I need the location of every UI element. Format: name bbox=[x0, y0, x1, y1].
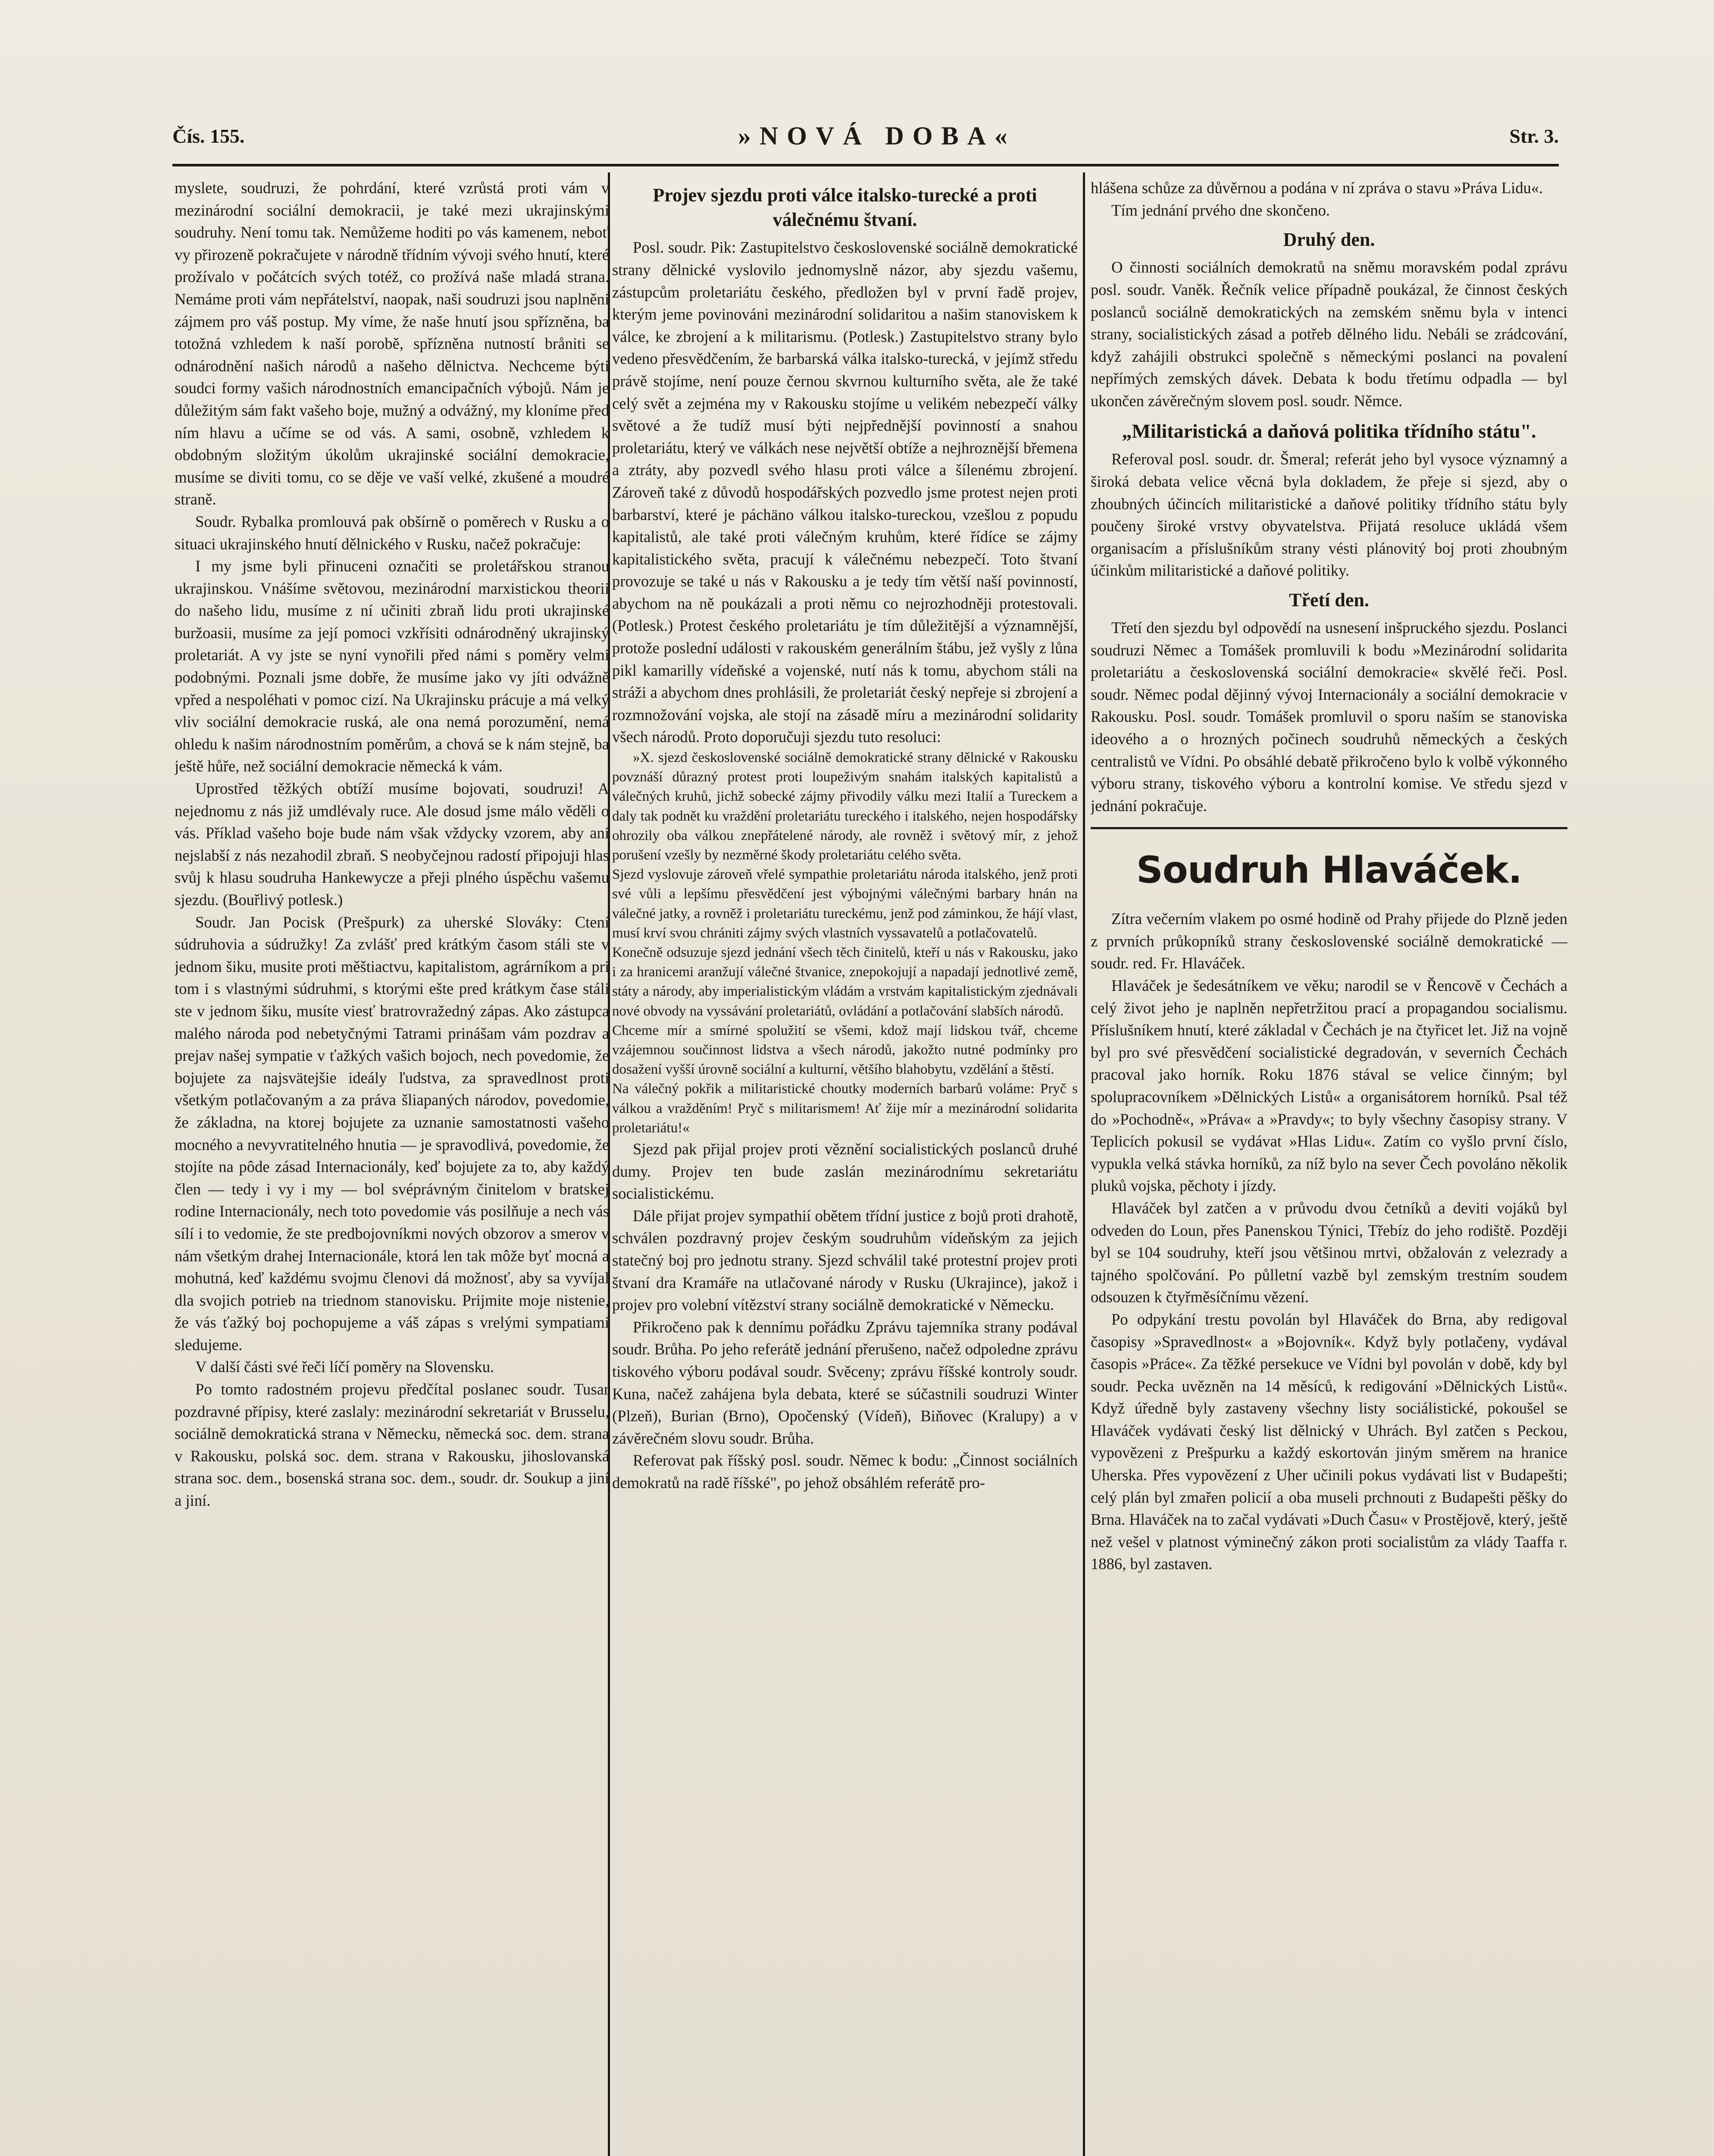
paragraph: Po odpykání trestu povolán byl Hlaváček do Brna, aby redigoval časopisy »Spravedlnost« a »Bojovník«. Když byly potlačeny, vydával časopis »Práce«. Za těžké persekuce ve Vídni byl povolán v době, kdy byl soudr. Pecka uvězněn na 14 měsíců, k redigování »Dělnických Listů«. Když úředně byly zastaveny všechny listy sociálistické, pokoušel se Hlaváček vydávati český list dělnický v Uhrách. Byl zatčen s Peckou, vypovězeni z Prešpurku a každý eskortován jiným směrem na hranice Uherska. Přes vypovězení z Uher učinili pokus vydávati list v Budapešti; celý plán byl zmařen policií a oba museli prchnouti z Budapešti pěšky do Brna. Hlaváček na to začal vydávati »Duch Času« v Prostějově, který, ještě než vešel v platnost výminečný zákon proti socialistům za vlády Taaffa r. 1886, byl zastaven. bbox=[1091, 1310, 1567, 1573]
issue-number: Čís. 155. bbox=[172, 125, 245, 147]
paragraph: Dále přijat projev sympathií obětem třídní justice z bojů proti drahotě, schválen pozdravný projev českým soudruhům vídeňským za jejich statečný boj pro jednotu strany. Sjezd schválil také protestní projev proti štvaní dra Kramáře na utlačované národy v Rusku (Ukrajince), jakož i projev pro volební vítězství strany sociálně demokratické v Německu. bbox=[612, 1206, 1078, 1314]
paragraph: V další části své řeči líčí poměry na Slovensku. bbox=[195, 1358, 494, 1376]
article-heading: Soudruh Hlaváček. bbox=[1136, 849, 1522, 892]
column-1 bbox=[175, 177, 609, 2156]
paragraph: myslete, soudruzi, že pohrdání, které vzrůstá proti vám v mezinárodní sociální demokracii, je také mezi ukrajinskými soudruhy. Není tomu tak. Nemůžeme hoditi po vás kamenem, neboť vy přirozeně pokračujete v národně třídním vývoji svého hnutí, které prožívalo v počátcích svých totéž, co prožívá naše mladá strana. Nemáme proti vám nepřátelství, naopak, naši soudruzi jsou naplněni zájmem pro váš postup. My víme, že naše hnutí jsou spřízněna, ba totožná vzhledem k naší porobě, spřízněna nutností bråniti se odnárodnění našich národů a našeho dělnictva. Nechceme býti soudci formy vašich národnostních emancipačních výbojů. Nám je důležitým sám fakt vašeho boje, mužný a odvážný, my kloníme před ním hlavu a učíme se od vás. A sami, osobně, vzhledem k obdobným složitým úkolům ukrajinské sociální demokracie, musíme se diviti tomu, co se děje ve vaší velké, zkušené a moudré straně. bbox=[175, 179, 609, 508]
paragraph: hlášena schůze za důvěrnou a podána v ní zpráva o stavu »Práva Lidu«. bbox=[1091, 179, 1543, 197]
paragraph: Sjezd pak přijal projev proti věznění socialistických poslanců druhé dumy. Projev ten bude zaslán mezinárodnímu sekretariátu socialistickému. bbox=[612, 1140, 1078, 1203]
section-divider bbox=[1091, 827, 1567, 829]
paragraph: Hlaváček byl zatčen a v průvodu dvou četníků a deviti vojáků byl odveden do Loun, přes Panenskou Týnici, Třebíz do jeho rodiště. Později byl se 104 soudruhy, kteří jsou většinou mrtvi, obžalován z velezrady a tajného spolčování. Po půlletní vazbě byl zemským trestním soudem odsouzen k čtyřměsíčnímu vězení. bbox=[1091, 1199, 1567, 1306]
paragraph: Referovat pak říšský posl. soudr. Němec k bodu: „Činnost sociálních demokratů na radě říšské", po jehož obsáhlém referátě pro- bbox=[612, 1451, 1078, 1492]
masthead bbox=[172, 108, 1559, 166]
paragraph: O činnosti sociálních demokratů na sněmu moravském podal zprávu posl. soudr. Vaněk. Řečník velice případně poukázal, že činnost českých poslanců sociálně demokratických na zemském sněmu byla v intenci strany, socialistických zásad a potřeb dělného lidu. Nebáli se zrádcování, když zahájili obstrukci společně s německými poslanci na povalení nepřímých zemských dávek. Debata k bodu třetímu odpadla — byl ukončen závěrečným slovem posl. soudr. Němce. bbox=[1091, 258, 1567, 410]
paragraph: Hlaváček je šedesátníkem ve věku; narodil se v Řencově v Čechách a celý život jeho je naplněn nepřetržitou prací a propagandou socialismu. Příslušníkem hnutí, které základal v Čechách je na čtyřicet let. Již na vojně byl pro své přesvědčení socialistické degradován, v severních Čechách pracoval jako horník. Roku 1876 stával se velice činným; byl spolupracovníkem »Dělnických Listů« a organisátorem horníků. Psal též do »Pochodně«, »Práva« a »Pravdy«; to byly všechny časopisy strany. V Teplicích pokusil se vydávat »Hlas Lidu«. Zatím co vyšlo první číslo, vypukla velká stávka horníků, za níž bylo na sever Čech povoláno několik pluků vojska, pěchoty i jízdy. bbox=[1091, 977, 1567, 1195]
section-heading: „Militaristická a daňová politika třídního státu". bbox=[1122, 420, 1536, 442]
paragraph: Po tomto radostném projevu předčítal poslanec soudr. Tusar pozdravné přípisy, které zaslaly: mezinárodní sekretariát v Brusselu, sociálně demokratická strana v Německu, německá soc. dem. strana v Rakousku, polská soc. dem. strana v Rakousku, jihoslovanská strana soc. dem., bosenská strana soc. dem., soudr. dr. Soukup a jiní a jiní. bbox=[175, 1380, 609, 1510]
resolution-text: »X. sjezd československé sociálně demokratické strany dělnické v Rakousku povznáší důrazný protest proti loupeživým snahám italských kapitalistů a válečných kruhů, jichž sobecké zájmy přivodily válku mezi Italií a Tureckem a daly tak podnět ku vraždění proletariátu tureckého i italského, nejen hospodářsky ohrozily oba válkou znepřátelené národy, ale rovněž i světový mír, z jehož porušení vzešly by nezměrné škody proletariátu celého světa. Sjezd vyslovuje zároveň vřelé sympathie proletariátu národa italského, jenž proti své vůli a lepšímu přesvědčení jest výbojnými válečnými barbary hnán na válečné jatky, a rovněž i proletariátu tureckému, jenž pod záminkou, že hájí vlast, musí krví svou chrániti zájmy svých vlastních vyssavatelů a potlačovatelů. Konečně odsuzuje sjezd jednání všech těch činitelů, kteří u nás v Rakousku, jako i za hranicemi aranžují válečné štvanice, znepokojují a napadají jednotlivé země, státy a národy, aby imperialistickým vládám a vrstvám kapitalistickým zjednávali nové obvody na vyssávání proletariátů, ovládání a potlačování slabších národů. Chceme mír a smírné spolužití se všemi, kdož mají lidskou tvář, chceme vzájemnou součinnost lidstva a všech národů, jakožto nutné podmínky pro dosažení vyšší úrovně sociální a kulturní, většího blahobytu, vzdělání a štěstí. Na válečný pokřik a militaristické choutky moderních barbarů voláme: Pryč s válkou a vražděním! Pryč s militarismem! Ať žije mír a mezinárodní solidarita proletariátu!« bbox=[612, 750, 1078, 1136]
column-divider bbox=[1083, 172, 1085, 2156]
paragraph: Uprostřed těžkých obtíží musíme bojovati, soudruzi! A nejednomu z nás již umdlévaly ruce. Ale dosud jsme málo věděli o vás. Příklad vašeho boje bude nám však vždycky vzorem, aby ani nejslabší z nás nezahodil zbraň. S neobyčejnou radostí připojuji hlas svůj k hlasu soudruha Hankewycze a přeji plného úspěchu vašemu sjezdu. (Bouřlivý potlesk.) bbox=[175, 780, 609, 909]
paragraph: Soudr. Rybalka promlouvá pak obšírně o poměrech v Rusku a o situaci ukrajinského hnutí dělnického v Rusku, načež pokračuje: bbox=[175, 512, 609, 553]
paragraph: Zítra večerním vlakem po osmé hodině od Prahy přijede do Plzně jeden z prvních průkopníků strany československé sociálně demokratické — soudr. red. Fr. Hlaváček. bbox=[1091, 910, 1567, 972]
paragraph: Soudr. Jan Pocisk (Prešpurk) za uherské Slováky: Ctení súdruhovia a súdružky! Za zvlášť pred krátkým časom stáli ste v jednom šiku, musite proti měštiactvu, kapitalistom, agrárníkom a pri tom i s vlastnými súdruhmi, s ktorými ešte pred krátkym čase stáli ste v jednom šiku, musíte viesť bratrovražedný zápas. Ako zástupca malého národa pod nebetyčnými Tatrami prinášam vám pozdrav a prejav našej sympatie v ťažkých vašich bojoch, nech povedomie, že bojujete za najsvätejšie ideály ľudstva, za spravedlnost proti všetkým potlačovaným a za práva šliapaných národov, povedomie, že základna, na ktorej bojujete za uznanie samostatnosti vašeho mocného a nevyvratitelného hnutia — je spravodlivá, povedomie, že stojíte na pôde zásad Internacionály, keď bojujete za to, aby každý člen — tedy i vy i my — bol svéprávným činitelom v bratskej rodine Internacionály, nech toto povedomie vás posilňuje a nech vás sílí i to vedomie, že ste predbojovníkmi nových obzorov a smerov v nám všetkým drahej Internacionále, ktorá len tak môže byť mocná a mohutná, keď každému svojmu členovi dá možnosť, aby sa vyvíjal dla svojich potrieb na triednom stanovisku. Prijmite moje nistenie, že vás ťažký boj pochopujeme a váš zápas s vrelými sympatiami sledujeme. bbox=[175, 913, 609, 1354]
column-2 bbox=[612, 177, 1078, 2156]
paragraph: Třetí den sjezdu byl odpovědí na usnesení inšpruckého sjezdu. Poslanci soudruzi Němec a Tomášek promluvili k bodu »Mezinárodní solidarita proletariátu a československá sociální demokracie« skvělé řeči. Posl. soudr. Němec podal dějinný vývoj Internacionály a sociální demokracie v Rakousku. Posl. soudr. Tomášek promluvil o sporu naším se stanoviska ideového a o hrozných počinech soudruhů německých a českých centralistů ve Vídni. Po obsáhlé debatě přikročeno bylo k volbě výkonného výboru strany, tiskového výboru a kontrolní komise. Ve středu sjezd v jednání pokračuje. bbox=[1091, 619, 1567, 815]
column-3 bbox=[1091, 177, 1567, 2156]
section-heading: Třetí den. bbox=[1289, 589, 1369, 611]
page-number: Str. 3. bbox=[1509, 125, 1559, 147]
paragraph: Přikročeno pak k dennímu pořádku Zprávu tajemníka strany podával soudr. Brůha. Po jeho referátě jednání přerušeno, načež odpoledne zprávu tiskového výboru podával soudr. Svěceny; zprávu říšské kontroly soudr. Kuna, načež zahájena byla debata, které se súčastnili soudruzi Winter (Plzeň), Burian (Brno), Opočenský (Vídeň), Biňovec (Kralupy) a v závěrečném slovu soudr. Brůha. bbox=[612, 1318, 1078, 1447]
paragraph: Referoval posl. soudr. dr. Šmeral; referát jeho byl vysoce významný a široká debata velice věcná byla dokladem, že přeje si sjezd, aby o zhoubných účincích militaristické a daňové politiky třídního státu byly poučeny široké vrstvy obyvatelstva. Přijatá resoluce ukládá všem organisacím a příslušníkům strany vésti plánovitý boj proti zhoubným účinkům militaristické a daňové politiky. bbox=[1091, 450, 1567, 580]
article-heading: Projev sjezdu proti válce italsko-turecké a proti válečnému štvaní. bbox=[653, 185, 1037, 231]
section-heading: Druhý den. bbox=[1283, 229, 1375, 251]
newspaper-title: »NOVÁ DOBA« bbox=[738, 121, 1016, 150]
paragraph: Posl. soudr. Pik: Zastupitelstvo československé sociálně demokratické strany dělnické vyslovilo jednomyslně názor, aby sjezdu vašemu, zástupcům proletariátu českého, předložen byl v první řadě projev, kterým jeme povinováni mezinárodní solidaritou a našim stanoviskem k válce, ke zbrojení a k militarismu. (Potlesk.) Zastupitelstvo strany bylo vedeno přesvědčením, že barbarská válka italsko-turecká, v jejímž středu právě stojíme, není pouze černou skvrnou kulturního světa, ale že také celý svět a zejména my v Rakousku stojíme u velikém nebezpečí války světové a že tudíž musí býti nejpřednější povinností a snahou proletariátu, který ve válkách nese největší obtíže a nejhroznější břemena a ztráty, aby pozvedl svého hlasu proti válce a šílenému zbrojení. Zároveň také z důvodů hospodářských pozvedlo jsme protest nejen proti barbarství, které je páchäno válkou italsko-tureckou, vzešlou z popudu kapitalistů, ale také proti válečným kruhům, které řídíce se zájmy kapitalistického světa, pracují k válečnému nebezpečí. Toto štvaní provozuje se také u nás v Rakousku a je tedy tím větší naší povinností, abychom na ně poukázali a proti němu co nejrozhodněji protestovali. (Potlesk.) Protest českého proletariátu je tím důležitější a významnější, protože poslední události v rakouském generálním štábu, jež vyšly z lůna pikl kamarilly vídeňské a vojenské, nutí nás k tomu, abychom stáli na stráži a abychom dnes prohlásili, že proletariát český nepřeje si zbrojení a rozmnožování vojska, ale stojí na zásadě míru a mezinárodní solidarity všech národů. Proto doporučuji sjezdu tuto resoluci: bbox=[612, 238, 1078, 746]
paragraph: Tím jednání prvého dne skončeno. bbox=[1111, 201, 1330, 219]
paragraph: I my jsme byli přinuceni označiti se proletářskou stranou ukrajinskou. Vnášíme světovou, mezinárodní marxistickou theorii do našeho lidu, musíme z ní učiniti zbraň lidu proti ukrajinské buržoasii, musíme za její pomoci vzkřísiti odnárodněný ukrajinský proletariát. A vy jste se nyní vynořili před námi s poměry velmi podobnými. Poznali jsme dobře, že musíme jako vy jíti odvážně vpřed a nespoléhati v pomoc cizí. Na Ukrajinsku prácuje a má velký vliv sociální demokracie ruská, ale ona nemá porozumění, nemá ohledu k našim národnostním poměrům, a chová se k nám stejně, ba ještě hůře, než sociální demokracie německá k vám. bbox=[175, 557, 609, 775]
